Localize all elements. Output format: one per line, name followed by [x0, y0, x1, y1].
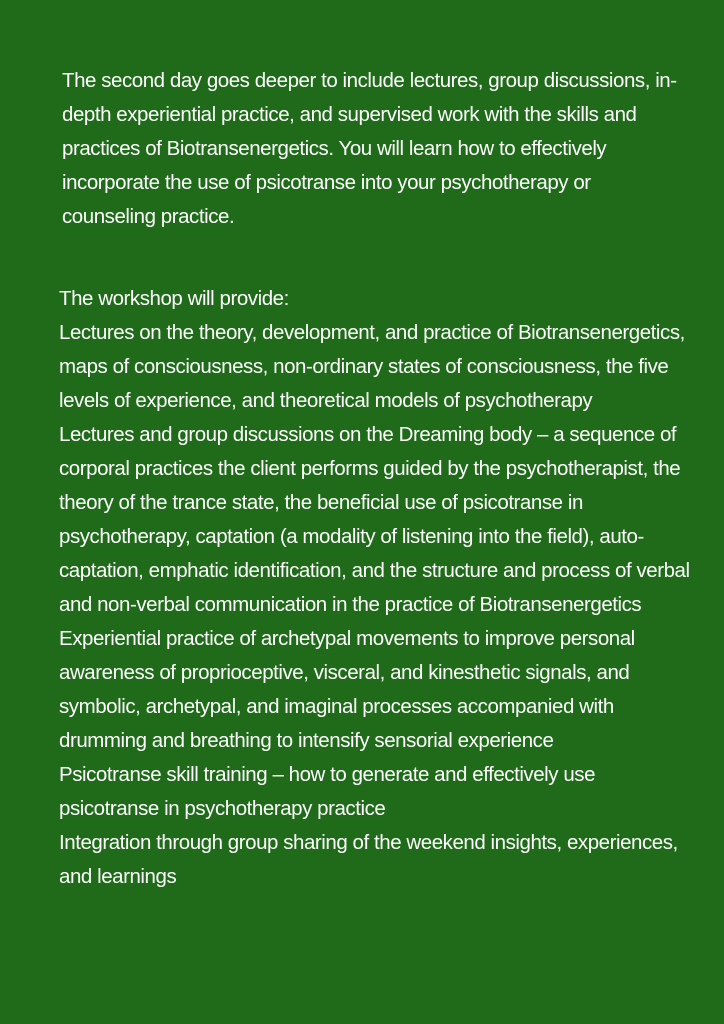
provide-heading: The workshop will provide:: [59, 287, 289, 310]
list-item: Lectures on the theory, development, and practice of Biotransenergetics, maps of consciousness, non-ordinary states of consciousness, the five levels of experience, and theoretical models of psychotherapy: [59, 321, 685, 412]
intro-paragraph: The second day goes deeper to include lectures, group discussions, in-depth experiential practice, and supervised work with the skills and practices of Biotransenergetics. You will learn how to effectively incorporate the use of psicotranse into your psychotherapy or counseling practice.: [62, 69, 677, 228]
workshop-provide-section: [59, 282, 699, 894]
list-item: Experiential practice of archetypal movements to improve personal awareness of proprioceptive, visceral, and kinesthetic signals, and symbolic, archetypal, and imaginal processes accompanied with drumming and breathing to intensify sensorial experience: [59, 627, 635, 752]
list-item: Psicotranse skill training – how to generate and effectively use psicotranse in psychotherapy practice: [59, 763, 596, 820]
list-item: Lectures and group discussions on the Dreaming body – a sequence of corporal practices the client performs guided by the psychotherapist, the theory of the trance state, the beneficial use of psicotranse in psychotherapy, captation (a modality of listening into the field), auto-captation, emphatic identification, and the structure and process of verbal and non-verbal communication in the practice of Biotransenergetics: [59, 423, 690, 616]
list-item: Integration through group sharing of the weekend insights, experiences, and learnings: [59, 831, 678, 888]
